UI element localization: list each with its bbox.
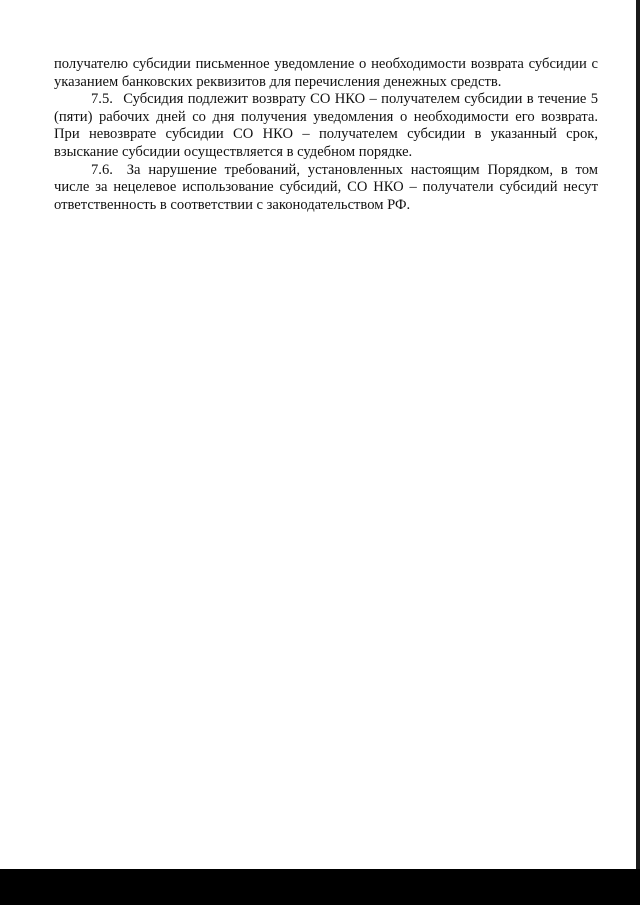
scan-edge-right bbox=[636, 0, 640, 905]
paragraph-text: Субсидия подлежит возврату СО НКО – получателем субсидии в течение 5 (пяти) рабочих дней со дня получения уведомления о необходимости его возврата. При невозврате субсидии СО НКО – получателем субсидии в указанный срок, взыскание субсидии осуществляется в судебном порядке. bbox=[54, 91, 598, 160]
paragraph-7-6 bbox=[54, 162, 598, 215]
paragraph-continuation bbox=[54, 56, 598, 91]
scan-edge-bottom bbox=[0, 869, 640, 905]
paragraph-text: За нарушение требований, установленных настоящим Порядком, в том числе за нецелевое использование субсидий, СО НКО – получатели субсидий несут ответственность в соответствии с законодательством РФ. bbox=[54, 161, 598, 213]
paragraph-7-5 bbox=[54, 91, 598, 161]
paragraph-text: получателю субсидии письменное уведомление о необходимости возврата субсидии с указанием банковских реквизитов для перечисления денежных средств. bbox=[54, 56, 598, 90]
clause-number: 7.6. bbox=[91, 161, 113, 178]
clause-number: 7.5. bbox=[91, 91, 113, 108]
document-text bbox=[54, 56, 598, 214]
